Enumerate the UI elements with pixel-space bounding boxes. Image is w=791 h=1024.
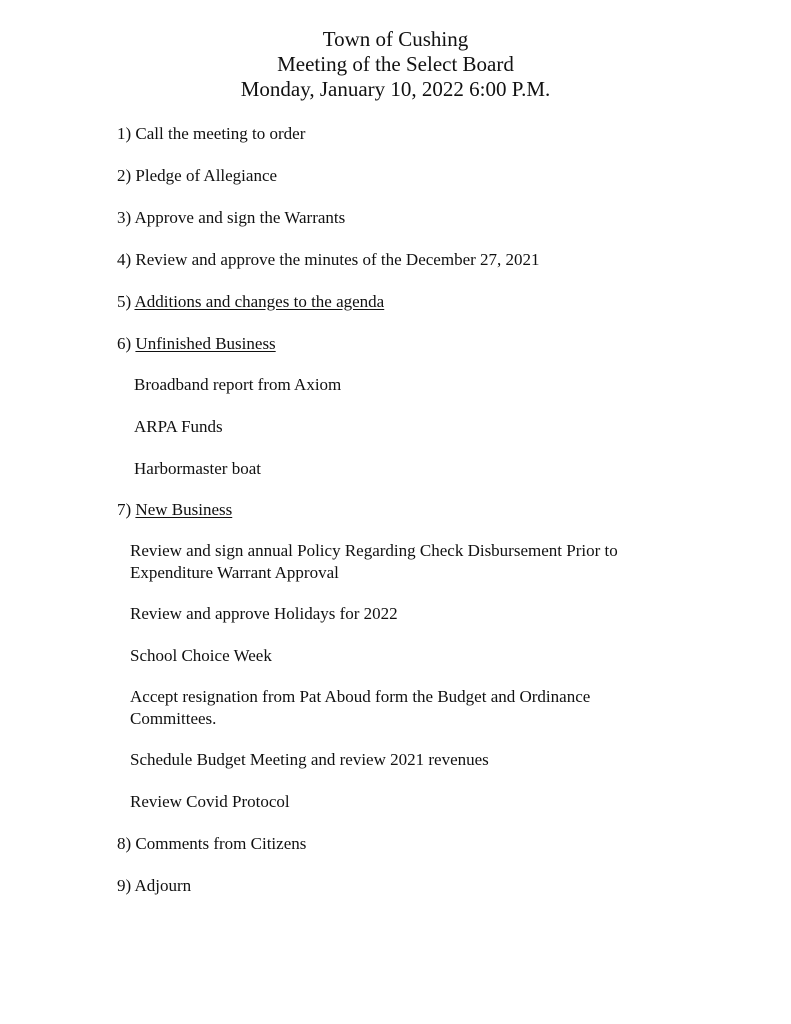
item-number: 3)	[117, 208, 132, 227]
agenda-item-5	[117, 291, 384, 313]
item-number: 1)	[117, 124, 132, 143]
item-text: Additions and changes to the agenda	[134, 292, 385, 311]
item-text: Approve and sign the Warrants	[134, 208, 346, 227]
agenda-item-3	[117, 207, 345, 229]
agenda-item-7	[117, 499, 232, 521]
meeting-datetime: Monday, January 10, 2022 6:00 P.M.	[240, 77, 551, 101]
item-text: Review and approve the minutes of the December 27, 2021	[135, 250, 540, 269]
sub-item-arpa-funds: ARPA Funds	[134, 417, 223, 436]
item-number: 2)	[117, 166, 132, 185]
sub-item-broadband: Broadband report from Axiom	[134, 375, 342, 394]
agenda-item-4	[117, 249, 540, 271]
sub-item-resignation-line2: Committees.	[130, 709, 217, 728]
item-text: Adjourn	[134, 876, 192, 895]
item-number: 8)	[117, 834, 132, 853]
sub-item-check-policy-line1: Review and sign annual Policy Regarding Check Disbursement Prior to	[130, 541, 618, 560]
sub-item-holidays: Review and approve Holidays for 2022	[130, 604, 398, 623]
item-text: New Business	[135, 500, 233, 519]
agenda-item-6	[117, 333, 276, 355]
item-text: Pledge of Allegiance	[135, 166, 278, 185]
agenda-item-1	[117, 123, 305, 145]
item-text: Comments from Citizens	[135, 834, 307, 853]
item-number: 9)	[117, 876, 132, 895]
agenda-item-9	[117, 875, 191, 897]
item-number: 5)	[117, 292, 132, 311]
agenda-item-8	[117, 833, 306, 855]
agenda-item-2	[117, 165, 277, 187]
sub-item-resignation-line1: Accept resignation from Pat Aboud form the Budget and Ordinance	[130, 687, 591, 706]
sub-item-school-choice: School Choice Week	[130, 646, 272, 665]
item-number: 6)	[117, 334, 132, 353]
item-text: Unfinished Business	[135, 334, 276, 353]
meeting-title: Meeting of the Select Board	[277, 52, 514, 76]
item-number: 4)	[117, 250, 132, 269]
sub-item-budget-meeting: Schedule Budget Meeting and review 2021 revenues	[130, 750, 489, 769]
town-name: Town of Cushing	[322, 27, 469, 51]
sub-item-harbormaster-boat: Harbormaster boat	[134, 459, 261, 478]
sub-item-covid-protocol: Review Covid Protocol	[130, 792, 290, 811]
item-text: Call the meeting to order	[135, 124, 306, 143]
sub-item-check-policy-line2: Expenditure Warrant Approval	[130, 563, 339, 582]
item-number: 7)	[117, 500, 132, 519]
